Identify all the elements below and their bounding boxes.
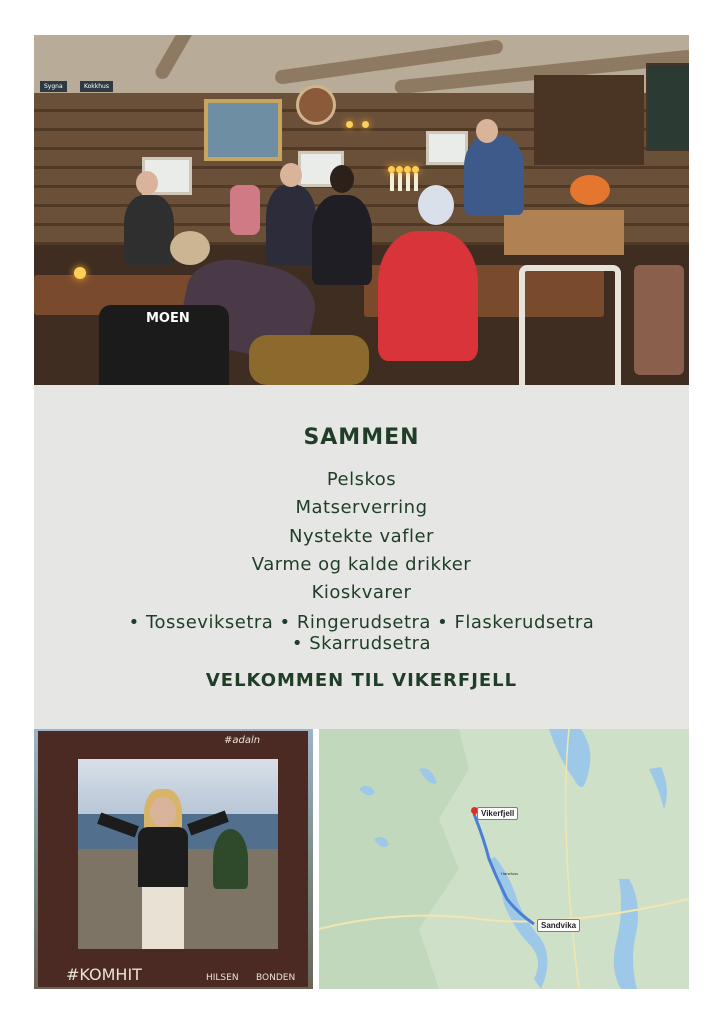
chair	[519, 265, 621, 385]
person-head-blonde	[170, 231, 210, 265]
candle-flame	[396, 166, 403, 173]
armchair	[249, 335, 369, 385]
tree	[213, 829, 248, 889]
candle	[398, 173, 402, 191]
cafe-interior-photo	[34, 35, 689, 385]
candle-flame	[388, 166, 395, 173]
girl-trousers	[142, 887, 184, 949]
person-head	[330, 165, 354, 193]
wall-sign-right: Kokkhus	[80, 81, 113, 92]
frame-view	[78, 759, 278, 949]
chalkboard	[646, 63, 689, 151]
wall-painting	[204, 99, 282, 161]
frame-photo	[34, 729, 313, 989]
frame-tag: #adaln	[224, 735, 261, 746]
girl-top	[138, 827, 188, 887]
setra-list-line-2: • Skarrudsetra	[291, 633, 432, 654]
offer-item: Varme og kalde drikker	[251, 554, 472, 575]
wall-plate	[296, 85, 336, 125]
map-label-sandvika[interactable]: Sandvika	[537, 919, 580, 932]
candle-flame	[362, 121, 369, 128]
section-heading: SAMMEN	[303, 425, 420, 450]
floral-chair	[230, 185, 260, 235]
setra-list-line-1: • Tosseviksetra • Ringerudsetra • Flaskerudsetra	[128, 612, 595, 633]
candle	[414, 173, 418, 191]
map-label-small: Hønefoss	[501, 871, 519, 876]
offer-item: Nystekte vafler	[289, 526, 434, 547]
candle-flame	[404, 166, 411, 173]
person-head	[280, 163, 302, 187]
wall-sign-left: Sygna	[40, 81, 67, 92]
offer-item: Pelskos	[326, 469, 397, 490]
person-head-hat	[418, 185, 454, 225]
offer-item: Kioskvarer	[311, 582, 412, 603]
candle-flame	[346, 121, 353, 128]
candle-flame	[74, 267, 86, 279]
girl-face	[150, 797, 176, 827]
person	[124, 195, 174, 265]
candle	[390, 173, 394, 191]
frame-greeting-1: HILSEN	[206, 973, 239, 983]
info-panel	[34, 385, 689, 729]
map-graphic	[319, 729, 689, 989]
person-staff	[464, 135, 524, 215]
map-label-vikerfjell[interactable]: Vikerfjell	[477, 807, 518, 820]
person-head	[476, 119, 498, 143]
person-head	[136, 171, 158, 195]
window	[426, 131, 468, 165]
welcome-heading: VELKOMMEN TIL VIKERFJELL	[205, 670, 518, 691]
hanging-cloth	[634, 265, 684, 375]
person	[266, 185, 316, 265]
jacket-label: MOEN	[146, 311, 190, 326]
candle	[406, 173, 410, 191]
counter	[504, 210, 624, 255]
person	[312, 195, 372, 285]
frame-hashtag: #KOMHIT	[66, 965, 142, 984]
flower-bouquet	[570, 175, 610, 205]
route-map[interactable]	[319, 729, 689, 989]
shelf	[534, 75, 644, 165]
person-red-jacket	[378, 231, 478, 361]
candle-flame	[412, 166, 419, 173]
frame-greeting-2: BONDEN	[256, 973, 296, 983]
offer-item: Matserverring	[295, 497, 428, 518]
